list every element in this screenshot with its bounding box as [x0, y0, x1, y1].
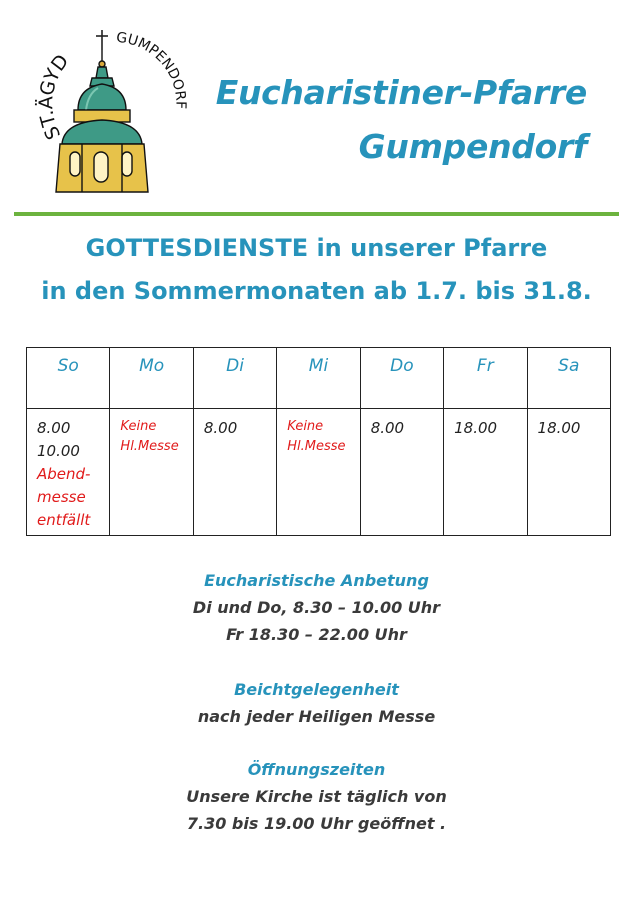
church-tower-icon: [56, 50, 148, 192]
day-header-mo: Mo: [110, 348, 193, 409]
green-divider: [14, 212, 619, 216]
day-header-mi: Mi: [277, 348, 360, 409]
no-mass-note: Hl.Messe: [120, 439, 179, 454]
section-title: Eucharistische Anbetung: [204, 571, 429, 590]
day-header-di: Di: [193, 348, 276, 409]
times-so: [27, 409, 110, 536]
time-entry: 18.00: [454, 419, 498, 437]
no-mass-note: Keine: [120, 419, 157, 434]
section-line: nach jeder Heiligen Messe: [197, 707, 436, 726]
times-sa: [527, 409, 610, 536]
logo-text-left: ST.ÄGYD: [35, 50, 74, 143]
parish-title-line2: Gumpendorf: [358, 127, 587, 166]
opening-hours-section: [0, 756, 633, 837]
times-di: [193, 409, 276, 536]
times-fr: [444, 409, 527, 536]
times-do: [360, 409, 443, 536]
logo-text-right: GUMPENDORF: [115, 29, 189, 110]
services-heading-line1: GOTTESDIENSTE in unserer Pfarre: [85, 234, 548, 262]
section-line: Fr 18.30 – 22.00 Uhr: [226, 625, 407, 644]
section-line: Unsere Kirche ist täglich von: [186, 787, 447, 806]
parish-logo: [22, 22, 197, 197]
no-mass-note: Keine: [287, 419, 324, 434]
cancelled-note: Abend-: [37, 465, 91, 483]
times-mo: [110, 409, 193, 536]
day-header-sa: Sa: [527, 348, 610, 409]
time-entry: 18.00: [537, 419, 581, 437]
day-header-fr: Fr: [444, 348, 527, 409]
day-header-so: So: [27, 348, 110, 409]
cancelled-note: messe: [37, 488, 86, 506]
schedule-times-row: [27, 409, 611, 536]
services-heading-line2: in den Sommermonaten ab 1.7. bis 31.8.: [41, 277, 592, 305]
day-header-do: Do: [360, 348, 443, 409]
cancelled-note: entfällt: [37, 511, 91, 529]
service-schedule-table: [26, 347, 611, 536]
time-entry: 8.00: [370, 419, 405, 437]
section-line: Di und Do, 8.30 – 10.00 Uhr: [192, 598, 441, 617]
no-mass-note: Hl.Messe: [287, 439, 346, 454]
section-title: Beichtgelegenheit: [234, 680, 399, 699]
times-mi: [277, 409, 360, 536]
time-entry: 8.00: [37, 419, 71, 437]
parish-title-line1: Eucharistiner-Pfarre: [215, 73, 587, 112]
time-entry: 10.00: [37, 442, 80, 460]
section-line: 7.30 bis 19.00 Uhr geöffnet .: [186, 814, 447, 833]
section-title: Öffnungszeiten: [247, 760, 386, 779]
time-entry: 8.00: [203, 419, 238, 437]
cross-icon: [96, 30, 108, 50]
schedule-header-row: [27, 348, 611, 409]
confession-section: [0, 676, 633, 730]
adoration-section: [0, 567, 633, 648]
